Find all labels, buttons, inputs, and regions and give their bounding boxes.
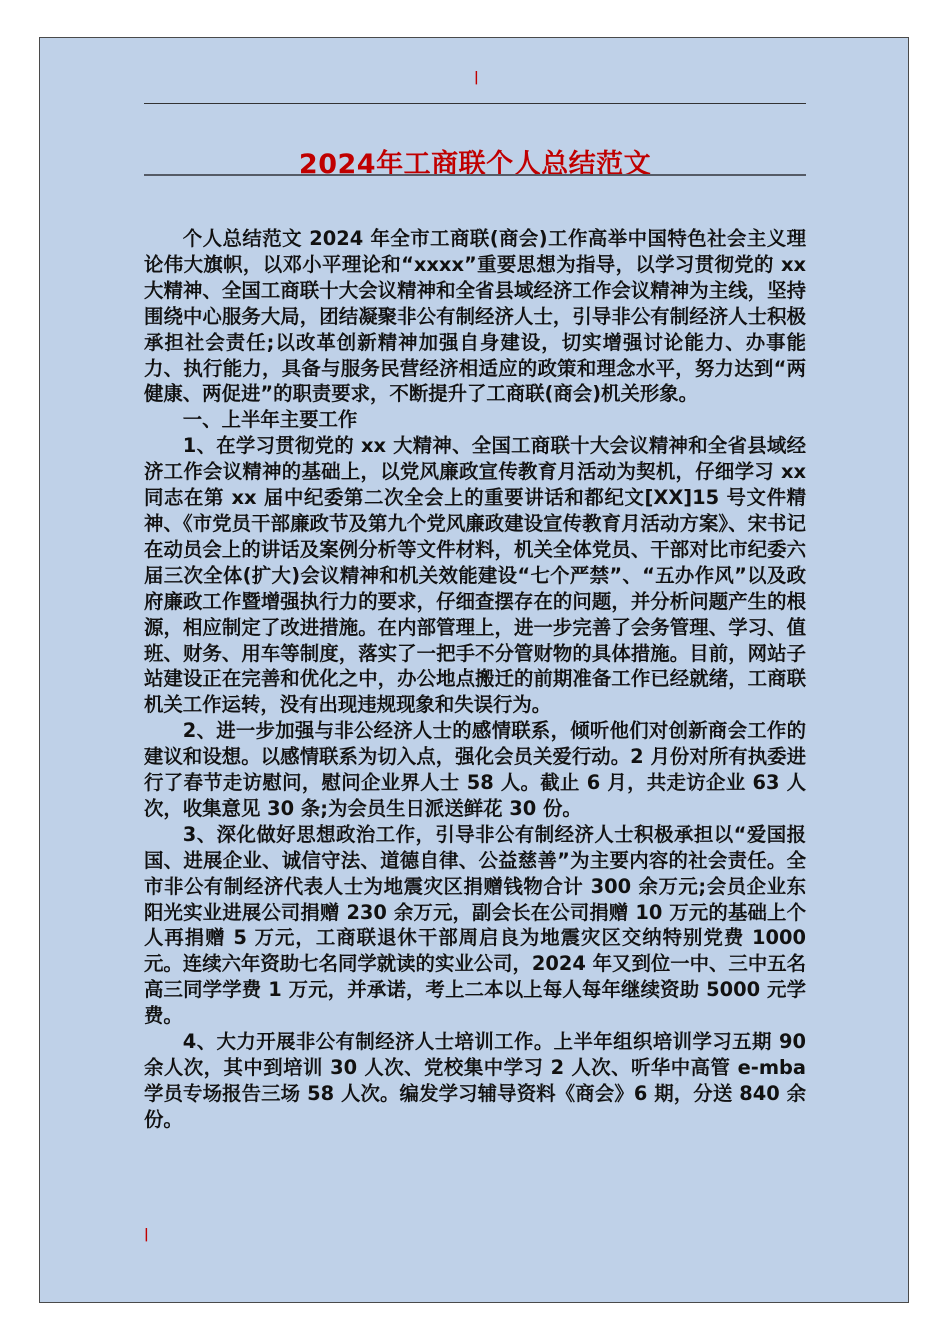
header-divider bbox=[144, 103, 806, 104]
paragraph-item-4: 4、大力开展非公有制经济人士培训工作。上半年组织培训学习五期 90 余人次，其中到培训 30 人次、党校集中学习 2 人次、听华中高管 e-mba 学员专场报告三场 58 人次。编发学习辅导资料《商会》6 期，分送 840 余份。 bbox=[144, 1030, 806, 1131]
section-heading: 一、上半年主要工作 bbox=[182, 408, 358, 432]
title-divider bbox=[144, 174, 806, 176]
document-page bbox=[39, 37, 909, 1303]
paragraph-item-1: 1、在学习贯彻党的 xx 大精神、全国工商联十大会议精神和全省县域经济工作会议精神的基础上，以党风廉政宣传教育月活动为契机，仔细学习 xx 同志在第 xx 届中纪委第二次全会上的重要讲话和都纪文[XX]15 号文件精神、《市党员干部廉政节及第九个党风廉政建设宣传教育月活动方案》、宋书记在动员会上的讲话及案例分析等文件材料，机关全体党员、干部对比市纪委六届三次全体(扩大)会议精神和机关效能建设“七个严禁”、“五办作风”以及政府廉政工作暨增强执行力的要求，仔细查摆存在的问题，并分析问题产生的根源，相应制定了改进措施。在内部管理上，进一步完善了会务管理、学习、值班、财务、用车等制度，落实了一把手不分管财物的具体措施。目前，网站子站建设正在完善和优化之中，办公地点搬迁的前期准备工作已经就绪，工商联机关工作运转，没有出现违规现象和失误行为。 bbox=[144, 434, 806, 717]
paragraph-intro: 个人总结范文 2024 年全市工商联(商会)工作高举中国特色社会主义理论伟大旗帜，以邓小平理论和“xxxx”重要思想为指导，以学习贯彻党的 xx 大精神、全国工商联十大会议精神和全省县域经济工作会议精神为主线，坚持围绕中心服务大局，团结凝聚非公有制经济人士，引导非公有制经济人士积极承担社会责任;以改革创新精神加强自身建设，切实增强讨论能力、办事能力、执行能力，具备与服务民营经济相适应的政策和理念水平，努力达到“两健康、两促进”的职责要求，不断提升了工商联(商会)机关形象。 bbox=[144, 227, 806, 406]
header-mark: | bbox=[474, 70, 479, 85]
document-body bbox=[144, 226, 806, 1133]
footer-mark: | bbox=[144, 1227, 149, 1242]
paragraph-item-2: 2、进一步加强与非公经济人士的感情联系，倾听他们对创新商会工作的建议和设想。以感情联系为切入点，强化会员关爱行动。2 月份对所有执委进行了春节走访慰问，慰问企业界人士 58 人。截止 6 月，共走访企业 63 人次，收集意见 30 条;为会员生日派送鲜花 30 份。 bbox=[144, 719, 806, 820]
document-title: 2024年工商联个人总结范文 bbox=[298, 149, 652, 181]
paragraph-item-3: 3、深化做好思想政治工作，引导非公有制经济人士积极承担以“爱国报国、进展企业、诚信守法、道德自律、公益慈善”为主要内容的社会责任。全市非公有制经济代表人士为地震灾区捐赠钱物合计 300 余万元;会员企业东阳光实业进展公司捐赠 230 余万元，副会长在公司捐赠 10 万元的基础上个人再捐赠 5 万元，工商联退休干部周启良为地震灾区交纳特别党费 1000 元。连续六年资助七名同学就读的实业公司，2024 年又到位一中、三中五名高三同学学费 1 万元，并承诺，考上二本以上每人每年继续资助 5000 元学费。 bbox=[144, 822, 806, 1028]
